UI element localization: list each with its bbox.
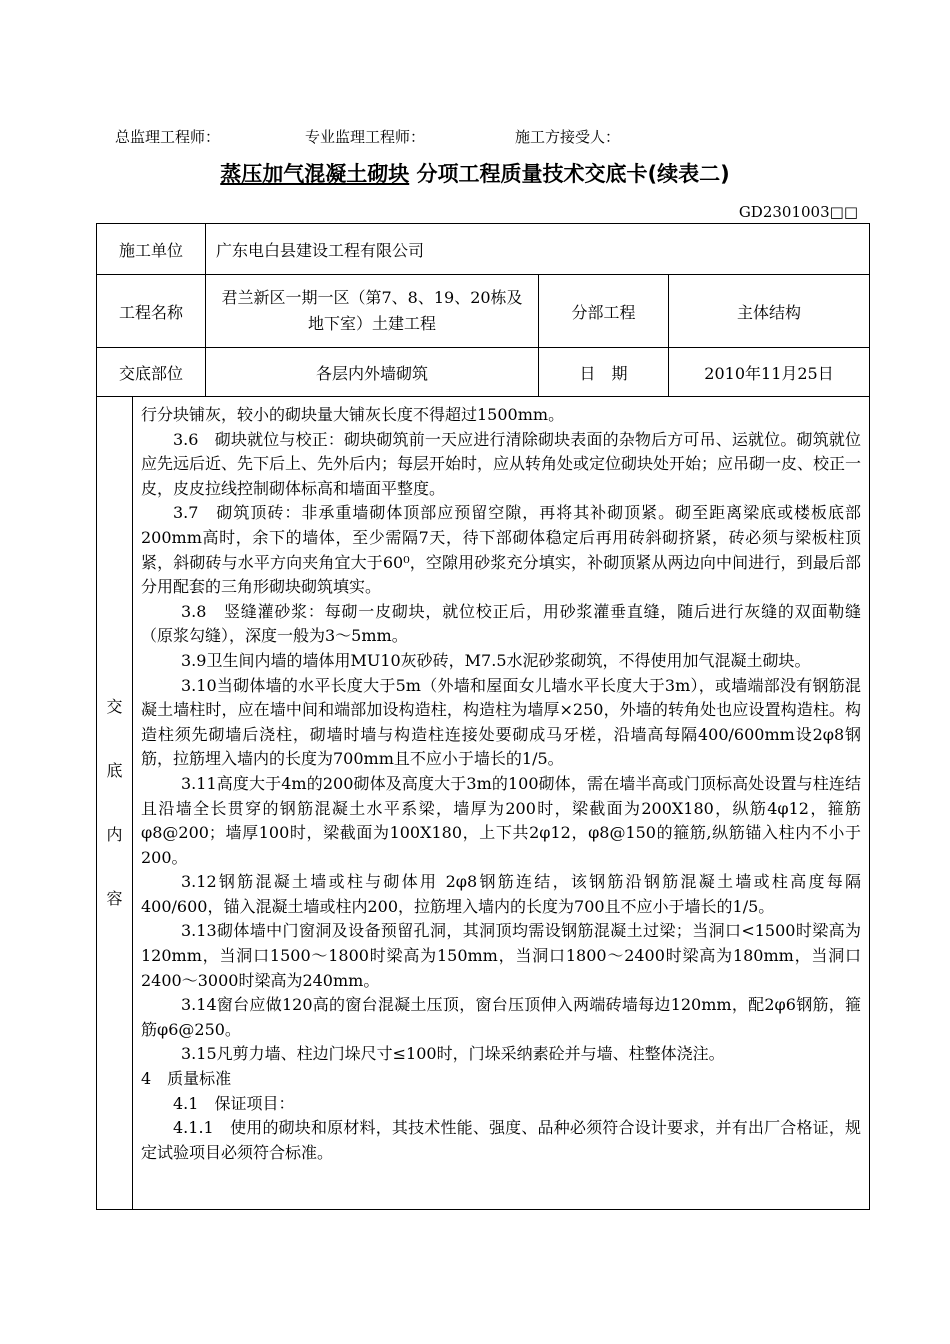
specialist-supervisor-label: 专业监理工程师： bbox=[305, 128, 426, 146]
title-rest: 分项工程质量技术交底卡(续表二) bbox=[416, 162, 730, 186]
page-title bbox=[0, 158, 950, 188]
date-value: 2010年11月25日 bbox=[669, 348, 870, 397]
paragraph: 3.11高度大于4m的200砌体及高度大于3m的100砌体，需在墙半高或门顶标高处设置与柱连结且沿墙全长贯穿的钢筋混凝土水平系梁，墙厚为200时，梁截面为200X180，纵筋4φ12，箍筋φ8@200；墙厚100时，梁截面为100X180，上下共2φ12，φ8@150的箍筋,纵筋锚入柱内不小于200。 bbox=[141, 773, 862, 867]
paragraph: 4.1 保证项目： bbox=[173, 1093, 295, 1113]
row-part bbox=[97, 348, 870, 397]
paragraph: 3.13砌体墙中门窗洞及设备预留孔洞，其洞顶均需设钢筋混凝土过梁；当洞口<1500时梁高为120mm，当洞口1500～1800时梁高为150mm，当洞口1800～2400时梁高为180mm，当洞口2400～3000时梁高为240mm。 bbox=[141, 921, 862, 990]
division-value: 主体结构 bbox=[669, 275, 870, 348]
paragraph: 3.12钢筋混凝土墙或柱与砌体用 2φ8钢筋连结，该钢筋沿钢筋混凝土墙或柱高度每隔400/600，锚入混凝土墙或柱内200，拉筋埋入墙内的长度为700且不应小于墙长的1/5。 bbox=[141, 872, 862, 916]
signature-line bbox=[115, 126, 620, 147]
unit-label: 施工单位 bbox=[97, 224, 206, 275]
unit-value: 广东电白县建设工程有限公司 bbox=[206, 224, 870, 275]
row-project bbox=[97, 275, 870, 348]
title-underlined: 蒸压加气混凝土砌块 bbox=[220, 162, 410, 186]
paragraph: 3.15凡剪力墙、柱边门垛尺寸≤100时，门垛采纳素砼并与墙、柱整体浇注。 bbox=[181, 1044, 725, 1064]
disclosure-form bbox=[96, 223, 870, 1210]
chief-supervisor-label: 总监理工程师： bbox=[115, 128, 221, 146]
content-body bbox=[133, 397, 870, 1210]
date-label: 日 期 bbox=[539, 348, 669, 397]
receiver-label: 施工方接受人： bbox=[515, 128, 621, 146]
paragraph: 3.7 砌筑顶砖：非承重墙砌体顶部应预留空隙，再将其补砌顶紧。砌至距离梁底或楼板底部200mm高时，余下的墙体，至少需隔7天，待下部砌体稳定后再用砖斜砌挤紧，砖必须与梁板柱顶紧，斜砌砖与水平方向夹角宜大于60⁰，空隙用砂浆充分填实，补砌顶紧从两边向中间进行，到最后部分用配套的三角形砌块砌筑填实。 bbox=[141, 503, 862, 597]
content-side-label bbox=[97, 397, 133, 1210]
project-value: 君兰新区一期一区（第7、8、19、20栋及地下室）土建工程 bbox=[206, 275, 539, 348]
division-label: 分部工程 bbox=[539, 275, 669, 348]
row-content bbox=[97, 397, 870, 1210]
paragraph: 行分块铺灰，较小的砌块量大铺灰长度不得超过1500mm。 bbox=[141, 405, 565, 424]
paragraph: 3.8 竖缝灌砂浆：每砌一皮砌块，就位校正后，用砂浆灌垂直缝，随后进行灰缝的双面勒缝（原浆勾缝），深度一般为3～5mm。 bbox=[141, 601, 862, 646]
paragraph: 4.1.1 使用的砌块和原材料，其技术性能、强度、品种必须符合设计要求，并有出厂合格证，规定试验项目必须符合标准。 bbox=[141, 1118, 862, 1162]
paragraph: 3.9卫生间内墙的墙体用MU10灰砂砖，M7.5水泥砂浆砌筑，不得使用加气混凝土砌块。 bbox=[181, 650, 811, 670]
side-char: 内 bbox=[106, 825, 123, 844]
side-char: 底 bbox=[106, 761, 123, 780]
part-label: 交底部位 bbox=[97, 348, 206, 397]
side-char: 交 bbox=[106, 697, 123, 716]
side-char: 容 bbox=[106, 889, 123, 908]
section-heading: 4 质量标准 bbox=[141, 1069, 232, 1089]
part-value: 各层内外墙砌筑 bbox=[206, 348, 539, 397]
paragraph: 3.10当砌体墙的水平长度大于5m（外墙和屋面女儿墙水平长度大于3m），或墙端部没有钢筋混凝土墙柱时，应在墙中间和端部加设构造柱，构造柱为墙厚×250，外墙的转角处也应设置构造柱。构造柱须先砌墙后浇柱，砌墙时墙与构造柱连接处要砌成马牙槎，沿墙高每隔400/600mm设2φ8钢筋，拉筋埋入墙内的长度为700mm且不应小于墙长的1/5。 bbox=[141, 675, 862, 769]
paragraph: 3.14窗台应做120高的窗台混凝土压顶，窗台压顶伸入两端砖墙每边120mm，配2φ6钢筋，箍筋φ6@250。 bbox=[141, 995, 862, 1039]
paragraph: 3.6 砌块就位与校正：砌块砌筑前一天应进行清除砌块表面的杂物后方可吊、运就位。砌筑就位应先远后近、先下后上、先外后内；每层开始时，应从转角处或定位砌块处开始；应吊砌一皮、校正一皮，皮皮拉线控制砌体标高和墙面平整度。 bbox=[141, 429, 862, 498]
project-label: 工程名称 bbox=[97, 275, 206, 348]
doc-code: GD2301003□□ bbox=[738, 203, 858, 221]
row-unit bbox=[97, 224, 870, 275]
